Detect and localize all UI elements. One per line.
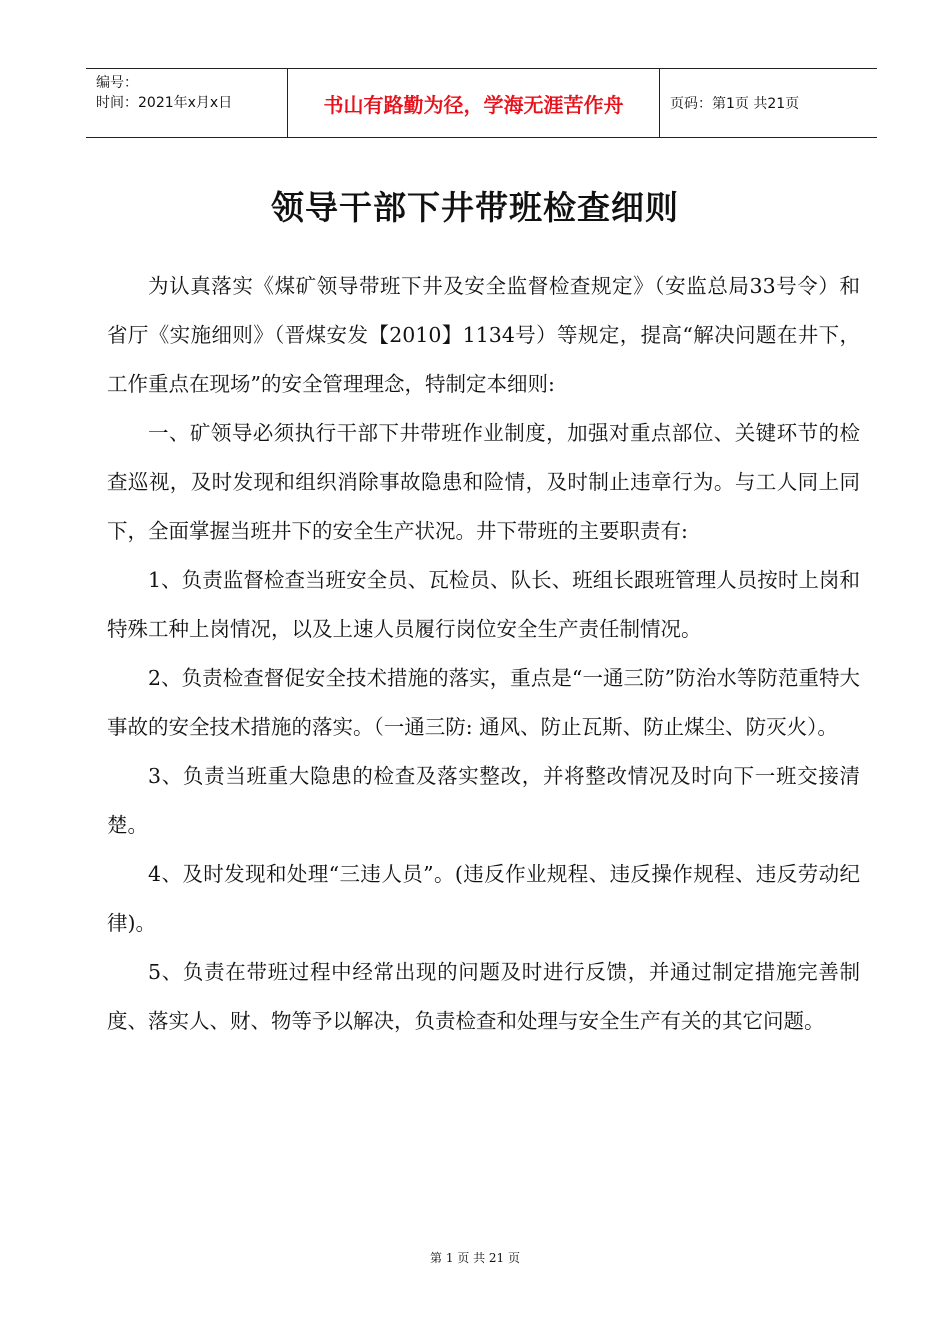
page-info: 页码：第1页 共21页 — [670, 96, 800, 112]
document-header — [86, 68, 877, 138]
paragraph-item-3: 3、负责当班重大隐患的检查及落实整改，并将整改情况及时向下一班交接清楚。 — [107, 764, 860, 837]
paragraph-item-1: 1、负责监督检查当班安全员、瓦检员、队长、班组长跟班管理人员按时上岗和特殊工种上岗情况，以及上速人员履行岗位安全生产责任制情况。 — [107, 568, 860, 641]
header-page-cell — [660, 69, 877, 137]
paragraph-section-1: 一、矿领导必须执行干部下井带班作业制度，加强对重点部位、关键环节的检查巡视，及时发现和组织消除事故隐患和险情，及时制止违章行为。与工人同上同下，全面掌握当班井下的安全生产状况。井下带班的主要职责有: — [107, 421, 860, 543]
paragraph-item-4: 4、及时发现和处理“三违人员”。(违反作业规程、违反操作规程、违反劳动纪律)。 — [107, 862, 860, 935]
page-footer: 第 1 页 共 21 页 — [430, 1251, 520, 1265]
document-body — [107, 262, 860, 1046]
motto-text: 书山有路勤为径，学海无涯苦作舟 — [323, 92, 624, 117]
document-title: 领导干部下井带班检查细则 — [271, 188, 679, 227]
header-meta-cell — [86, 69, 288, 137]
paragraph-intro: 为认真落实《煤矿领导带班下井及安全监督检查规定》（安监总局33号令）和省厅《实施细则》（晋煤安发【2010】1134号）等规定，提高“解决问题在井下，工作重点在现场”的安全管理理念，特制定本细则: — [107, 274, 860, 396]
paragraph-item-5: 5、负责在带班过程中经常出现的问题及时进行反馈，并通过制定措施完善制度、落实人、财、物等予以解决，负责检查和处理与安全生产有关的其它问题。 — [107, 960, 860, 1033]
header-motto-cell — [288, 69, 660, 137]
number-label: 编号： — [96, 75, 138, 91]
time-label: 时间：2021年x月x日 — [96, 95, 233, 111]
paragraph-item-2: 2、负责检查督促安全技术措施的落实，重点是“一通三防”防治水等防范重特大事故的安全技术措施的落实。（一通三防: 通风、防止瓦斯、防止煤尘、防灭火）。 — [107, 666, 860, 739]
